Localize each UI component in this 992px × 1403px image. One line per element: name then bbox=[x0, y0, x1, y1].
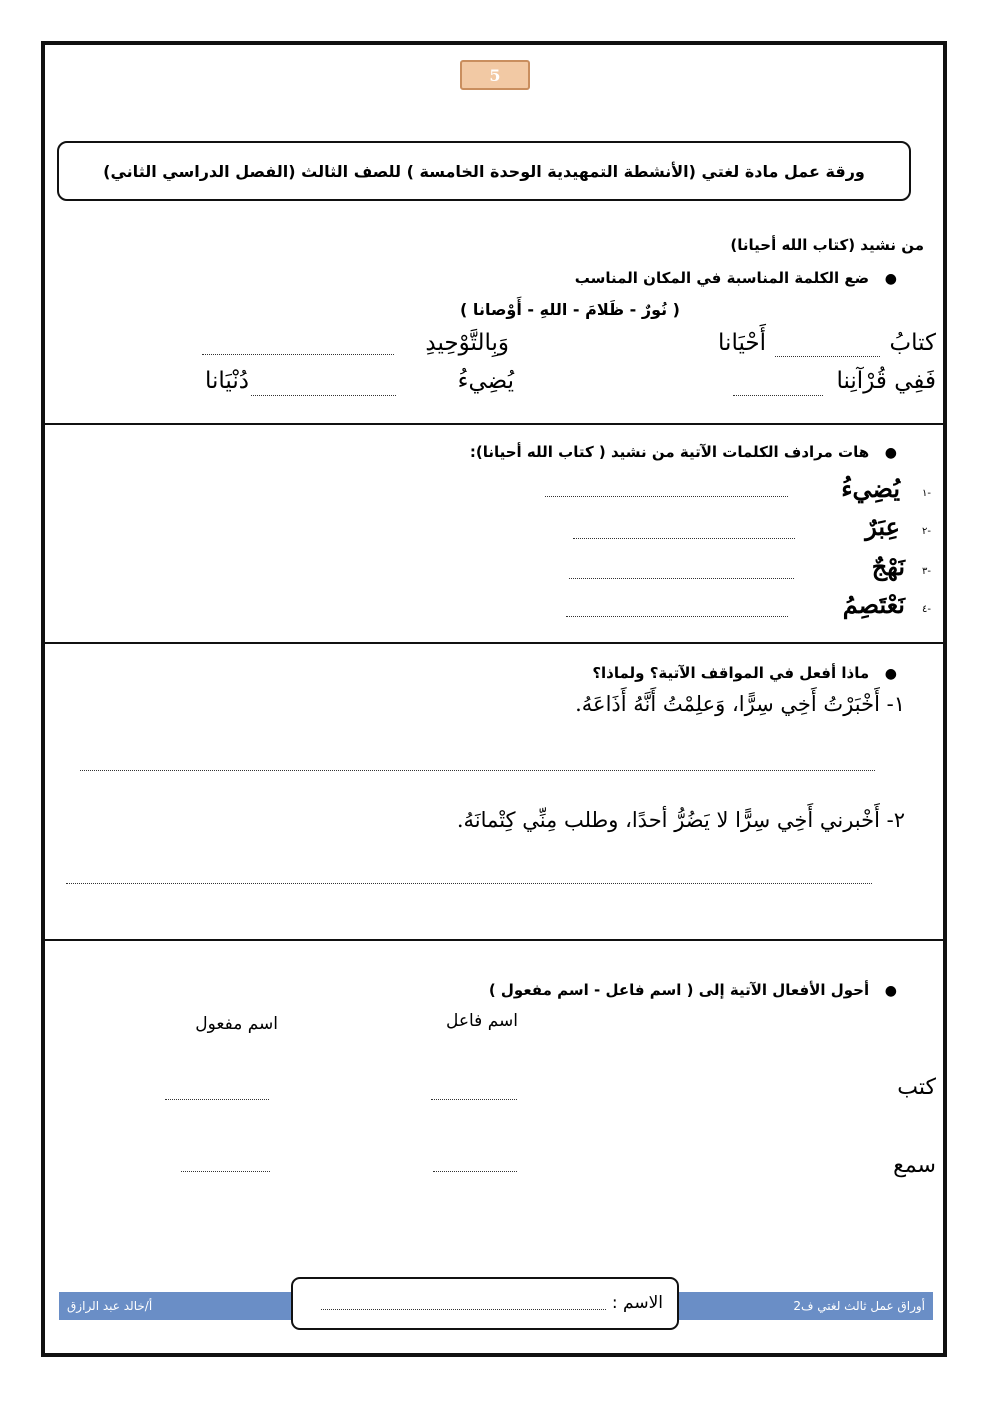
line1-word-mid: أَحْيَانا bbox=[718, 330, 766, 356]
synonym-instruction-text: هات مرادف الكلمات الآتية من نشيد ( كتاب الله أحيانا): bbox=[469, 443, 870, 461]
author-name: أ/خالد عبد الرازق bbox=[67, 1299, 153, 1313]
fill-instruction-text: ضع الكلمة المناسبة في المكان المناسب bbox=[574, 269, 870, 287]
worksheet-title: ورقة عمل مادة لغتي (الأنشطة التمهيدية الوحدة الخامسة ) للصف الثالث (الفصل الدراسي الثاني) bbox=[103, 161, 865, 181]
verb-1-passive-blank[interactable] bbox=[165, 1099, 269, 1100]
synonym-blank-4[interactable] bbox=[566, 616, 788, 617]
answer-line-1[interactable] bbox=[80, 770, 875, 771]
name-input-line[interactable] bbox=[321, 1309, 606, 1310]
synonym-blank-1[interactable] bbox=[545, 496, 788, 497]
verb-1: كتب bbox=[897, 1075, 936, 1100]
col-active-participle: اسم فاعل bbox=[445, 1011, 518, 1031]
synonym-num-2: ٢- bbox=[922, 526, 931, 537]
synonym-num-4: ٤- bbox=[922, 604, 931, 615]
verb-2-active-blank[interactable] bbox=[433, 1171, 517, 1172]
synonym-word-1: يُضِيءُ bbox=[841, 474, 900, 503]
synonym-num-1: ١- bbox=[922, 488, 931, 499]
section-divider-2 bbox=[43, 642, 947, 644]
page-number-badge: 5 bbox=[460, 60, 530, 90]
col-passive-participle: اسم مفعول bbox=[195, 1014, 278, 1034]
bullet-icon: ● bbox=[884, 666, 897, 682]
blank-1[interactable] bbox=[775, 356, 880, 357]
line1-word-right: كتابُ bbox=[889, 330, 936, 356]
name-box bbox=[291, 1277, 679, 1330]
footer-bar-left bbox=[59, 1292, 292, 1320]
line1-word-left: وَبِالتَّوْحِيدِ bbox=[425, 330, 509, 356]
synonym-word-2: عِبَرٌ bbox=[865, 512, 900, 541]
conversion-instruction bbox=[489, 981, 897, 999]
worksheet-title-box bbox=[57, 141, 911, 201]
synonym-instruction bbox=[470, 443, 897, 461]
answer-line-2[interactable] bbox=[66, 883, 872, 884]
song-subheading: من نشيد (كتاب الله أحيانا) bbox=[730, 236, 924, 254]
fill-instruction bbox=[575, 269, 897, 287]
synonym-num-3: ٣- bbox=[922, 566, 931, 577]
synonym-blank-2[interactable] bbox=[573, 538, 795, 539]
verb-2: سمع bbox=[893, 1153, 936, 1178]
line2-word-left: دُنْيَانا bbox=[204, 368, 249, 394]
word-bank: ( نُورٌ - ظَلامَ - اللهِ - أَوْصانا ) bbox=[460, 300, 680, 319]
situation-2: ٢- أَخْبرني أَخِي سِرًّا لا يَضُرُّ أحدًا، وطلب مِنِّي كِتْمانَهُ. bbox=[456, 808, 905, 832]
footer-series-label: أوراق عمل ثالث لغتي ف2 bbox=[793, 1299, 925, 1313]
situations-instruction-text: ماذا أفعل في المواقف الآتية؟ ولماذا؟ bbox=[592, 664, 870, 682]
bullet-icon: ● bbox=[884, 983, 897, 999]
line2-word-mid: يُضِيءُ bbox=[457, 368, 514, 394]
line2-word-right: فَفِي قُرْآنِنا bbox=[836, 368, 936, 394]
situation-1: ١- أَخْبَرْتُ أَخِي سِرًّا، وَعلِمْتُ أَنَّهُ أَذَاعَهُ. bbox=[575, 692, 905, 716]
synonym-blank-3[interactable] bbox=[569, 578, 794, 579]
blank-4[interactable] bbox=[251, 395, 396, 396]
section-divider-3 bbox=[43, 939, 947, 941]
synonym-word-4: نَعْتَصِمُ bbox=[842, 590, 905, 619]
footer-bar-right bbox=[677, 1292, 933, 1320]
synonym-word-3: نَهْجٌ bbox=[871, 552, 905, 581]
blank-2[interactable] bbox=[202, 354, 394, 355]
verb-2-passive-blank[interactable] bbox=[181, 1171, 270, 1172]
bullet-icon: ● bbox=[884, 445, 897, 461]
name-label: الاسم : bbox=[611, 1293, 663, 1313]
situations-instruction bbox=[592, 664, 897, 682]
blank-3[interactable] bbox=[733, 395, 823, 396]
verb-1-active-blank[interactable] bbox=[431, 1099, 517, 1100]
section-divider-1 bbox=[43, 423, 947, 425]
conversion-instruction-text: أحول الأفعال الآتية إلى ( اسم فاعل - اسم مفعول ) bbox=[488, 981, 870, 999]
bullet-icon: ● bbox=[884, 271, 897, 287]
